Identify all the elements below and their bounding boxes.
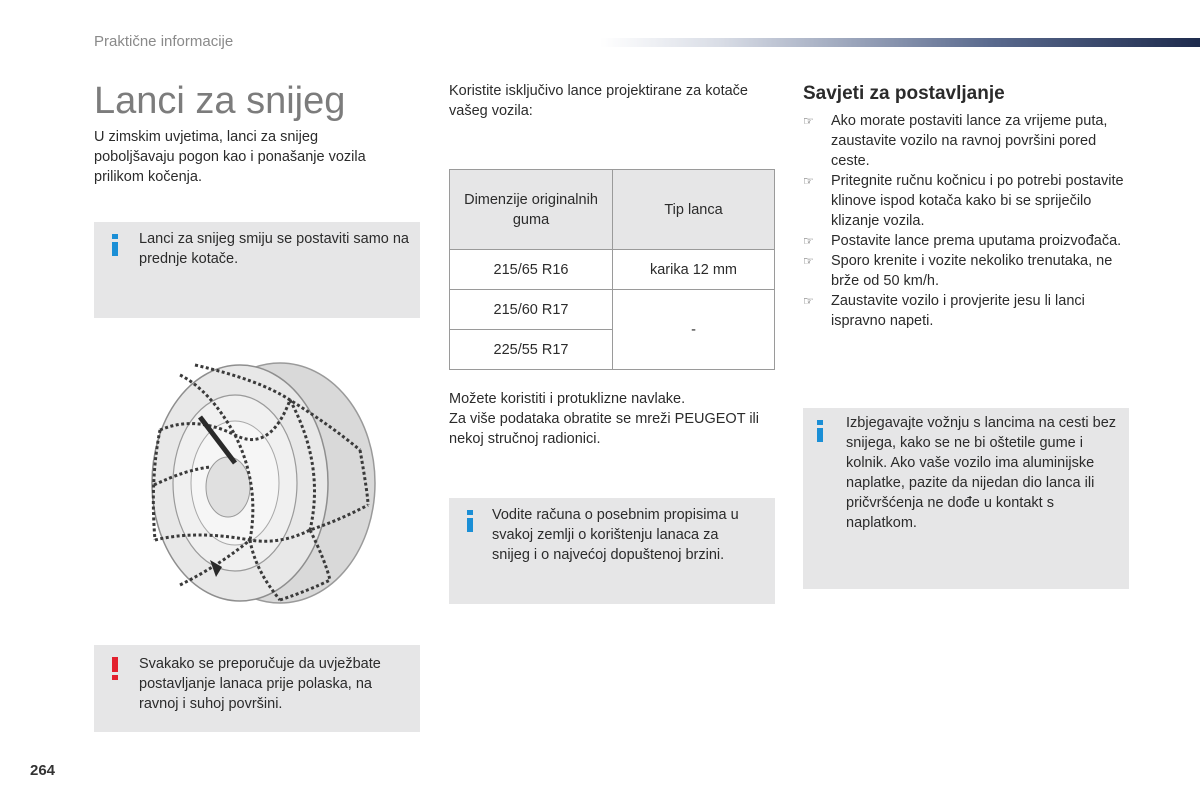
- list-item: [803, 251, 1133, 291]
- warning-box-practice: [94, 645, 420, 732]
- pointing-hand-icon: ☞: [803, 254, 814, 268]
- table-row: [450, 290, 775, 330]
- pointing-hand-icon: ☞: [803, 114, 814, 128]
- table-cell-tire-size: 215/60 R17: [450, 290, 613, 330]
- list-item: [803, 171, 1133, 231]
- info-icon: [467, 510, 473, 532]
- info-box-regulations: [449, 498, 775, 604]
- fitting-tips-heading: Savjeti za postavljanje: [803, 83, 1005, 104]
- pointing-hand-icon: ☞: [803, 174, 814, 188]
- list-item-text: Zaustavite vozilo i provjerite jesu li lanci ispravno napeti.: [831, 293, 1085, 329]
- list-item: [803, 111, 1133, 171]
- fitting-tips-list: [803, 111, 1133, 331]
- warning-icon: [112, 657, 118, 680]
- info-box-front-wheels: [94, 222, 420, 318]
- table-cell-tire-size: 215/65 R16: [450, 250, 613, 290]
- table-header-row: [450, 170, 775, 250]
- info-icon: [817, 420, 823, 442]
- list-item-text: Ako morate postaviti lance za vrijeme puta, zaustavite vozilo na ravnoj površini pored ceste.: [831, 113, 1108, 169]
- info-text: Izbjegavajte vožnju s lancima na cesti bez snijega, kako se ne bi oštetile gume i kolnik. Ako vaše vozilo ima aluminijske naplatke, pazite da nijedan dio lanca ili pričvršćenja ne dođe u kontakt s naplatkom.: [846, 415, 1117, 531]
- snow-chain-tire-illustration: [140, 355, 380, 610]
- list-item: [803, 291, 1133, 331]
- table-header-tire-size: Dimenzije originalnih guma: [450, 170, 613, 250]
- list-item-text: Postavite lance prema uputama proizvođača.: [831, 233, 1122, 249]
- compatible-chains-intro: Koristite isključivo lance projektirane za kotače vašeg vozila:: [449, 83, 748, 119]
- running-header: Praktične informacije: [94, 33, 234, 50]
- pointing-hand-icon: ☞: [803, 294, 814, 308]
- info-text: Lanci za snijeg smiju se postaviti samo na prednje kotače.: [139, 231, 409, 267]
- table-cell-chain-type: -: [613, 290, 775, 370]
- warning-text: Svakako se preporučuje da uvježbate postavljanje lanaca prije polaska, na ravnoj i suhoj površini.: [139, 656, 381, 712]
- table-cell-chain-type: karika 12 mm: [613, 250, 775, 290]
- info-box-no-snow: [803, 408, 1129, 589]
- table-cell-tire-size: 225/55 R17: [450, 330, 613, 370]
- list-item-text: Pritegnite ručnu kočnicu i po potrebi postavite klinove ispod kotača kako bi se spriječilo klizanje vozila.: [831, 173, 1124, 229]
- pointing-hand-icon: ☞: [803, 234, 814, 248]
- header-gradient-bar: [600, 38, 1200, 47]
- info-icon: [112, 234, 118, 256]
- page-title: Lanci za snijeg: [94, 80, 346, 122]
- chain-size-table: [449, 169, 775, 370]
- info-text: Vodite računa o posebnim propisima u svakoj zemlji o korištenju lanaca za snijeg i o najvećoj dopuštenoj brzini.: [492, 507, 739, 563]
- list-item: [803, 231, 1133, 251]
- table-header-chain-type: Tip lanca: [613, 170, 775, 250]
- table-row: [450, 250, 775, 290]
- page-number: 264: [30, 762, 56, 779]
- anti-skid-note: Možete koristiti i protuklizne navlake. Za više podataka obratite se mreži PEUGEOT ili nekoj stručnoj radionici.: [449, 391, 759, 447]
- intro-paragraph: U zimskim uvjetima, lanci za snijeg poboljšavaju pogon kao i ponašanje vozila prilikom kočenja.: [94, 129, 366, 185]
- list-item-text: Sporo krenite i vozite nekoliko trenutaka, ne brže od 50 km/h.: [831, 253, 1113, 289]
